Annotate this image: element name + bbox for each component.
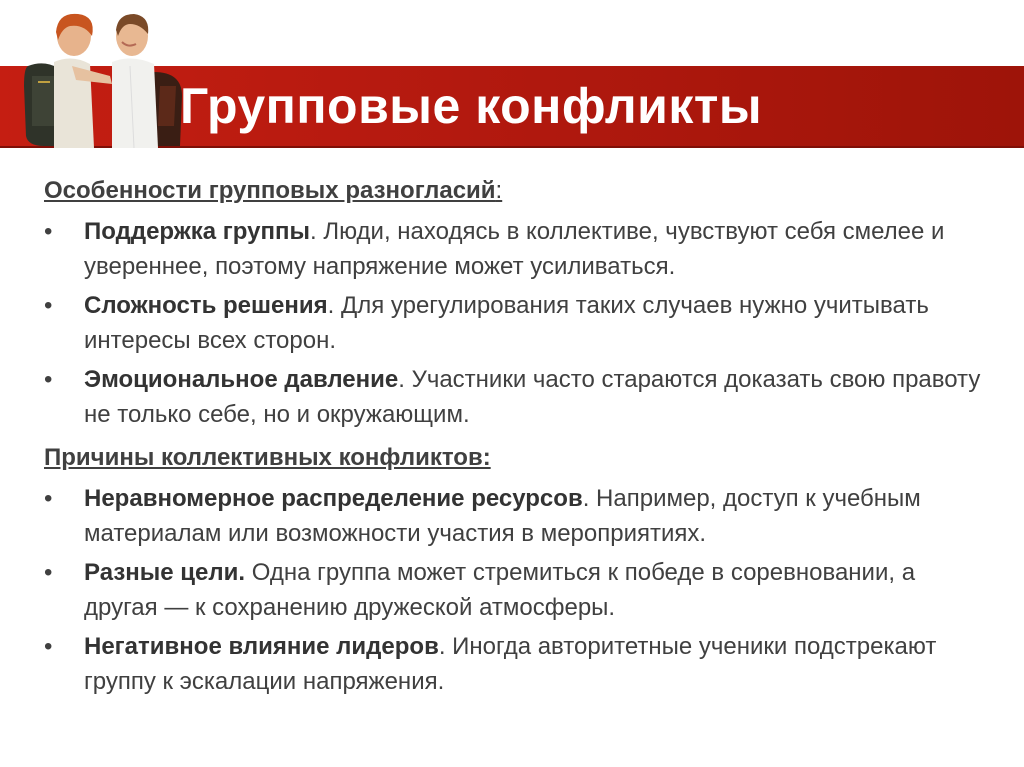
list-item [44, 214, 994, 284]
slide-content [44, 173, 994, 703]
bullet-list [44, 481, 994, 699]
bullet-icon: • [44, 559, 53, 586]
section-heading: Особенности групповых разногласий: [44, 177, 503, 204]
bullet-icon: • [44, 366, 53, 393]
section-heading: Причины коллективных конфликтов: [44, 444, 491, 471]
item-term: Эмоциональное давление [84, 366, 399, 393]
item-text: . Для урегулирования таких случаев нужно учитывать интересы всех сторон. [84, 292, 929, 354]
item-text: . Люди, находясь в коллективе, чувствуют себя смелее и увереннее, поэтому напряжение может усиливаться. [84, 218, 945, 280]
item-text: . Иногда авторитетные ученики подстрекают группу к эскалации напряжения. [84, 633, 937, 695]
bullet-icon: • [44, 218, 53, 245]
list-item [44, 481, 994, 551]
item-text: . Участники часто стараются доказать свою правоту не только себе, но и окружающим. [84, 366, 981, 428]
schoolboys-image [14, 6, 186, 148]
slide-title: Групповые конфликты [180, 78, 763, 134]
item-term: Неравномерное распределение ресурсов [84, 485, 583, 512]
list-item [44, 629, 994, 699]
list-item [44, 362, 994, 432]
item-term: Поддержка группы [84, 218, 310, 245]
bullet-list [44, 214, 994, 432]
item-text: Одна группа может стремиться к победе в соревновании, а другая — к сохранению дружеской атмосферы. [84, 559, 916, 621]
item-term: Сложность решения [84, 292, 328, 319]
list-item [44, 288, 994, 358]
item-term: Негативное влияние лидеров [84, 633, 439, 660]
item-text: . Например, доступ к учебным материалам или возможности участия в мероприятиях. [84, 485, 921, 547]
bullet-icon: • [44, 485, 53, 512]
item-term: Разные цели. [84, 559, 246, 586]
bullet-icon: • [44, 633, 53, 660]
bullet-icon: • [44, 292, 53, 319]
list-item [44, 555, 994, 625]
